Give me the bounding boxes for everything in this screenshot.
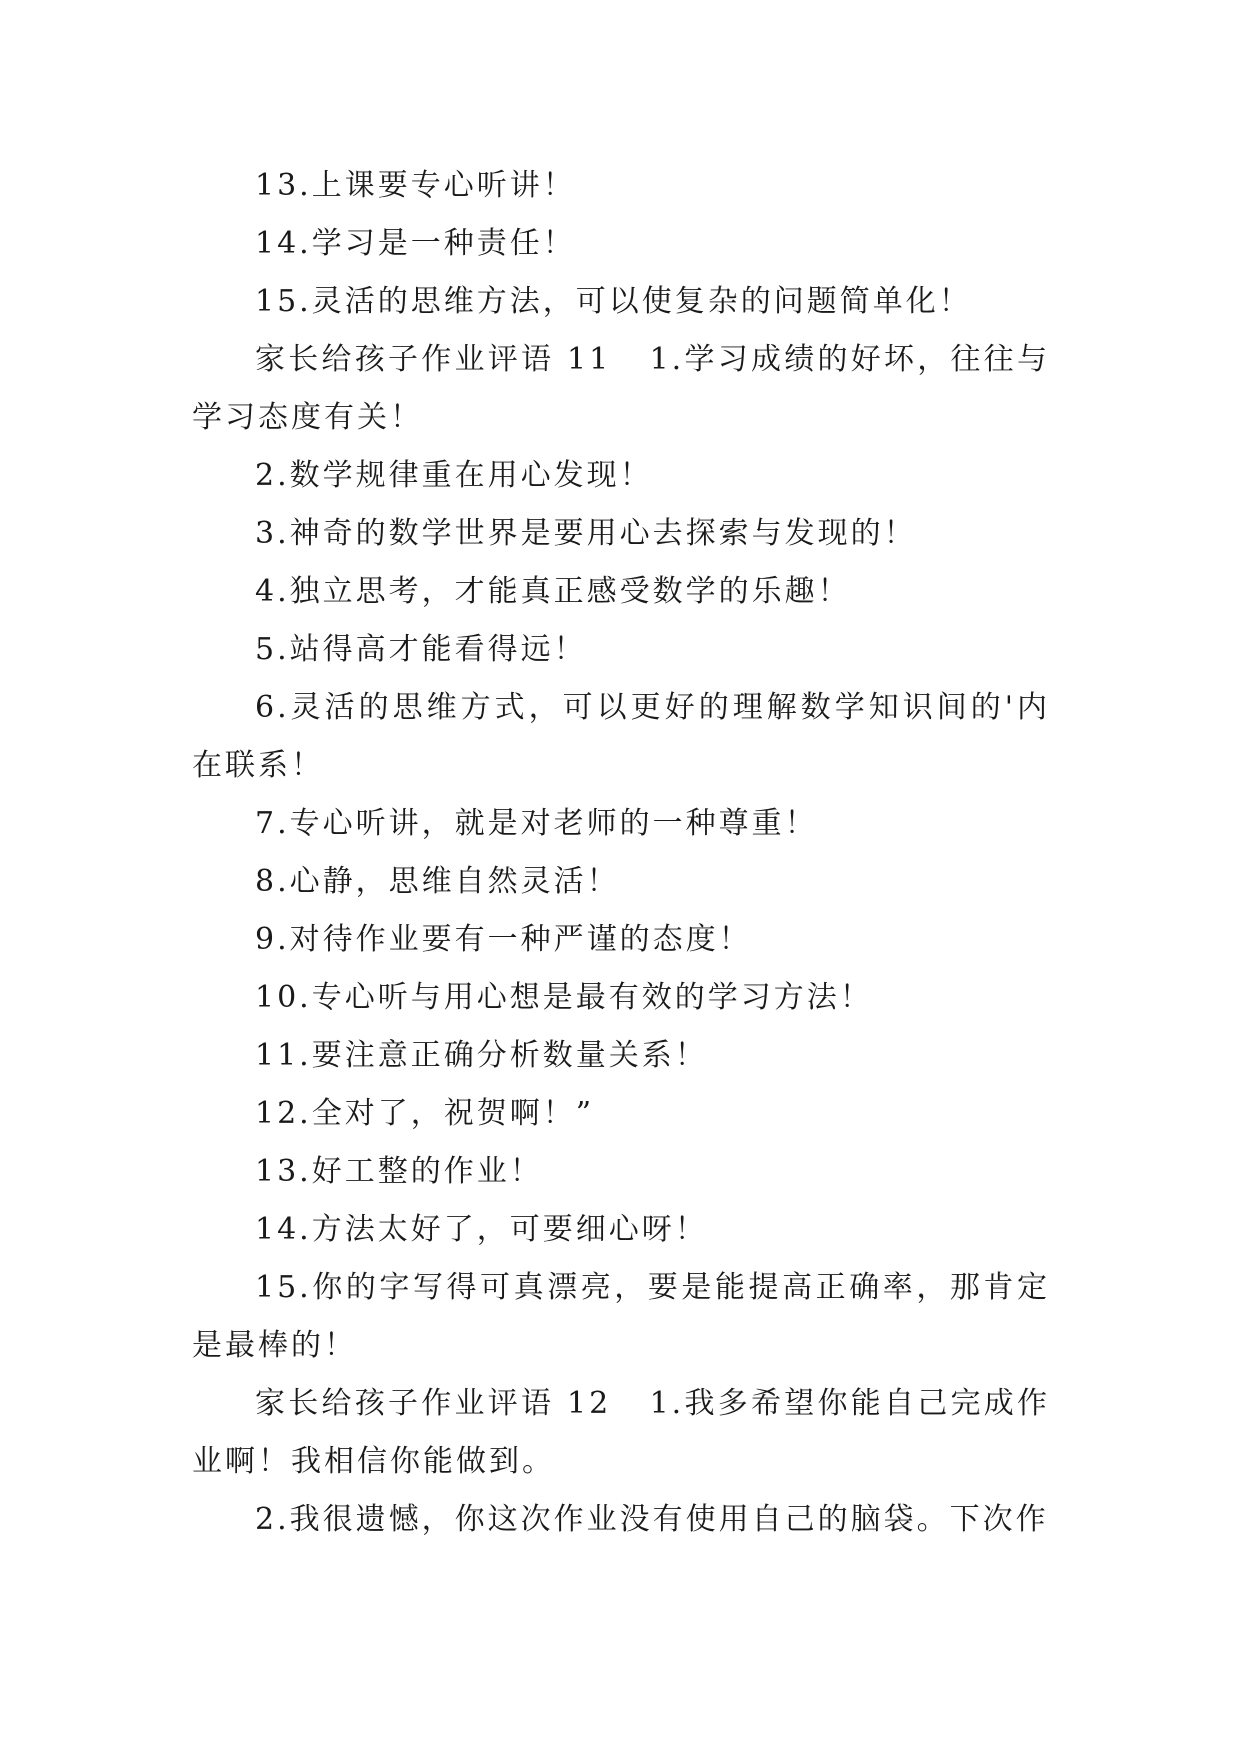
- paragraph: 2.我很遗憾，你这次作业没有使用自己的脑袋。下次作: [255, 1502, 1049, 1537]
- paragraph: 3.神奇的数学世界是要用心去探索与发现的！: [255, 516, 917, 551]
- paragraph: 8.心静，思维自然灵活！: [255, 864, 620, 899]
- paragraph: 13.好工整的作业！: [255, 1154, 543, 1189]
- section-heading-paragraph: 家长给孩子作业评语 11 1.学习成绩的好坏，往往与学习态度有关！: [192, 342, 1050, 435]
- paragraph: 5.站得高才能看得远！: [255, 632, 587, 667]
- paragraph: 4.独立思考，才能真正感受数学的乐趣！: [255, 574, 851, 609]
- paragraph: 2.数学规律重在用心发现！: [255, 458, 653, 493]
- paragraph: 6.灵活的思维方式，可以更好的理解数学知识间的'内在联系！: [192, 690, 1050, 783]
- paragraph: 15.你的字写得可真漂亮，要是能提高正确率，那肯定是最棒的！: [192, 1270, 1050, 1363]
- paragraph: 10.专心听与用心想是最有效的学习方法！: [255, 980, 873, 1015]
- paragraph: 7.专心听讲，就是对老师的一种尊重！: [255, 806, 818, 841]
- paragraph: 15.灵活的思维方法，可以使复杂的问题简单化！: [255, 284, 972, 319]
- section-heading-paragraph: 家长给孩子作业评语 12 1.我多希望你能自己完成作业啊！我相信你能做到。: [192, 1386, 1050, 1479]
- paragraph: 11.要注意正确分析数量关系！: [255, 1038, 708, 1073]
- paragraph: 14.方法太好了，可要细心呀！: [255, 1212, 708, 1247]
- paragraph: 9.对待作业要有一种严谨的态度！: [255, 922, 752, 957]
- paragraph: 12.全对了，祝贺啊！”: [255, 1096, 595, 1131]
- document-body: [192, 157, 1050, 1549]
- paragraph: 13.上课要专心听讲！: [255, 168, 576, 203]
- paragraph: 14.学习是一种责任！: [255, 226, 576, 261]
